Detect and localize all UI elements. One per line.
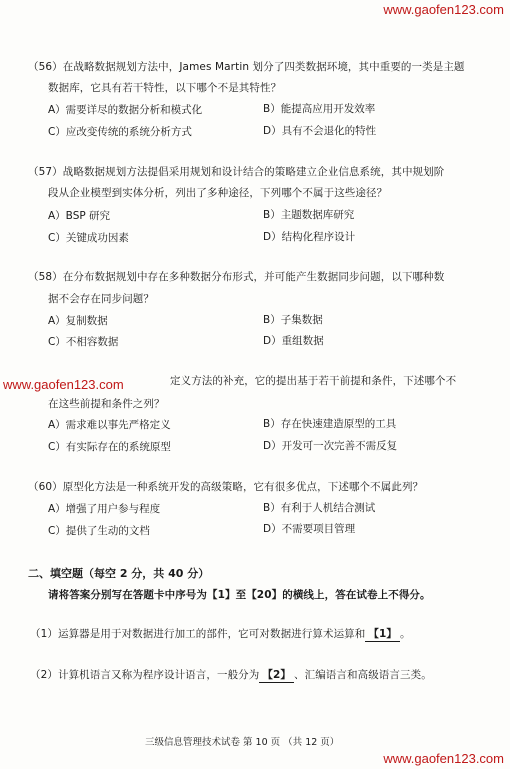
q57-option-c: C）关键成功因素 <box>48 232 129 244</box>
q60-option-d: D）不需要项目管理 <box>263 523 356 535</box>
q59-option-d: D）开发可一次完善不需反复 <box>263 440 398 452</box>
q57-option-d: D）结构化程序设计 <box>263 231 356 243</box>
blank-1: 【1】 <box>365 626 400 642</box>
q59-option-a: A）需求难以事先严格定义 <box>48 419 171 431</box>
section2-title: 二、填空题（每空 2 分，共 40 分） <box>28 567 210 580</box>
q56-option-c: C）应改变传统的系统分析方式 <box>48 126 192 138</box>
q58-option-d: D）重组数据 <box>263 335 324 347</box>
q59-option-b: B）存在快速建造原型的工具 <box>263 418 397 430</box>
q57-option-b: B）主题数据库研究 <box>263 209 355 221</box>
q58-line2: 据不会存在同步问题？ <box>48 293 154 305</box>
fill-item-2-text: （2）计算机语言又称为程序设计语言，一般分为 <box>30 669 260 681</box>
q60-option-b: B）有利于人机结合测试 <box>263 502 376 514</box>
fill-item-1-text: （1）运算器是用于对数据进行加工的部件，它可对数据进行算术运算和 <box>30 628 366 640</box>
q57-line2: 段从企业模型到实体分析，列出了多种途径，下列哪个不属于这些途径？ <box>48 187 388 199</box>
q58-option-c: C）不相容数据 <box>48 336 119 348</box>
fill-item-1-end: 。 <box>400 628 411 640</box>
q58-option-a: A）复制数据 <box>48 315 108 327</box>
q60-line1: （60）原型化方法是一种系统开发的高级策略，它有很多优点，下述哪个不属此列？ <box>28 481 424 493</box>
q59-line2: 在这些前提和条件之列？ <box>48 398 165 410</box>
q56-line1: （56）在战略数据规划方法中，James Martin 划分了四类数据环境，其中重要的一类是主题 <box>28 61 465 73</box>
q60-option-a: A）增强了用户参与程度 <box>48 503 161 515</box>
q59-option-c: C）有实际存在的系统原型 <box>48 441 171 453</box>
q57-option-a: A）BSP 研究 <box>48 210 111 222</box>
fill-item-2-end: 、汇编语言和高级语言三类。 <box>294 669 432 681</box>
q56-option-a: A）需要详尽的数据分析和模式化 <box>48 104 203 116</box>
fill-item-1 <box>30 626 411 642</box>
watermark-mid: www.gaofen123.com <box>3 377 124 392</box>
section2-instruction: 请将答案分别写在答题卡中序号为【1】至【20】的横线上，答在试卷上不得分。 <box>48 589 431 601</box>
q56-option-b: B）能提高应用开发效率 <box>263 103 376 115</box>
fill-item-2 <box>30 667 432 683</box>
q60-option-c: C）提供了生动的文档 <box>48 525 150 537</box>
q56-line2: 数据库，它具有若干特性，以下哪个不是其特性？ <box>48 82 282 94</box>
q59-line1: 定义方法的补充，它的提出基于若干前提和条件，下述哪个不 <box>170 375 457 387</box>
q58-line1: （58）在分布数据规划中存在多种数据分布形式，并可能产生数据同步问题，以下哪种数 <box>28 271 445 283</box>
q56-option-d: D）具有不会退化的特性 <box>263 125 377 137</box>
watermark-top: www.gaofen123.com <box>383 2 504 17</box>
q58-option-b: B）子集数据 <box>263 314 323 326</box>
blank-2: 【2】 <box>259 667 294 683</box>
page-footer: 三级信息管理技术试卷 第 10 页 （共 12 页） <box>145 737 340 748</box>
watermark-bottom: www.gaofen123.com <box>383 751 504 766</box>
q57-line1: （57）战略数据规划方法提倡采用规划和设计结合的策略建立企业信息系统，其中规划阶 <box>28 166 445 178</box>
